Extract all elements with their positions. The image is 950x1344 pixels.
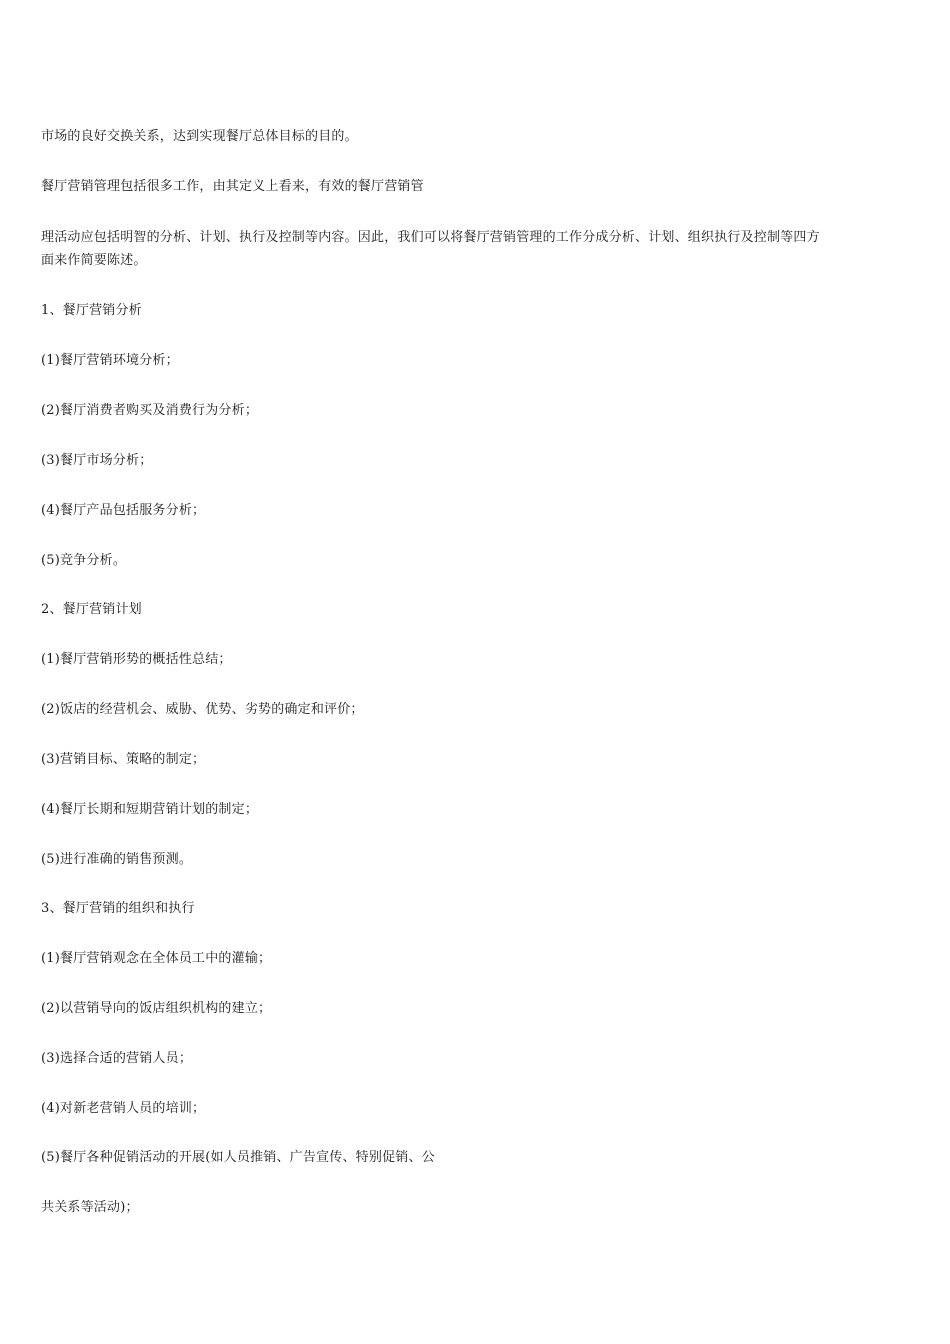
list-item: (2)餐厅消费者购买及消费行为分析； [41,403,259,418]
list-item: (5)餐厅各种促销活动的开展(如人员推销、广告宣传、特别促销、公 [41,1150,435,1165]
section-heading-planning: 2、餐厅营销计划 [41,602,142,617]
list-item-continuation: 共关系等活动)； [41,1200,139,1215]
list-item: (2)饭店的经营机会、威胁、优势、劣势的确定和评价； [41,702,364,717]
list-item: (5)进行准确的销售预测。 [41,852,193,867]
list-item: (5)竞争分析。 [41,553,127,568]
list-item: (2)以营销导向的饭店组织机构的建立； [41,1001,272,1016]
list-item: (4)餐厅产品包括服务分析； [41,503,206,518]
list-item: (1)餐厅营销形势的概括性总结； [41,652,232,667]
list-item: (3)营销目标、策略的制定； [41,752,206,767]
list-item: (1)餐厅营销观念在全体员工中的灌输； [41,951,272,966]
list-item: (4)对新老营销人员的培训； [41,1101,206,1116]
section-heading-execution: 3、餐厅营销的组织和执行 [41,901,195,916]
list-item: (1)餐厅营销环境分析； [41,353,179,368]
list-item: (3)餐厅市场分析； [41,453,153,468]
paragraph-definition: 餐厅营销管理包括很多工作，由其定义上看来，有效的餐厅营销管 [41,179,424,194]
paragraph-activities: 理活动应包括明智的分析、计划、执行及控制等内容。因此，我们可以将餐厅营销管理的工作分成分析、计划、组织执行及控制等四方面来作简要陈述。 [41,230,820,268]
section-heading-analysis: 1、餐厅营销分析 [41,303,142,318]
list-item: (3)选择合适的营销人员； [41,1051,193,1066]
paragraph-intro-end: 市场的良好交换关系，达到实现餐厅总体目标的目的。 [41,129,358,144]
list-item: (4)餐厅长期和短期营销计划的制定； [41,802,259,817]
